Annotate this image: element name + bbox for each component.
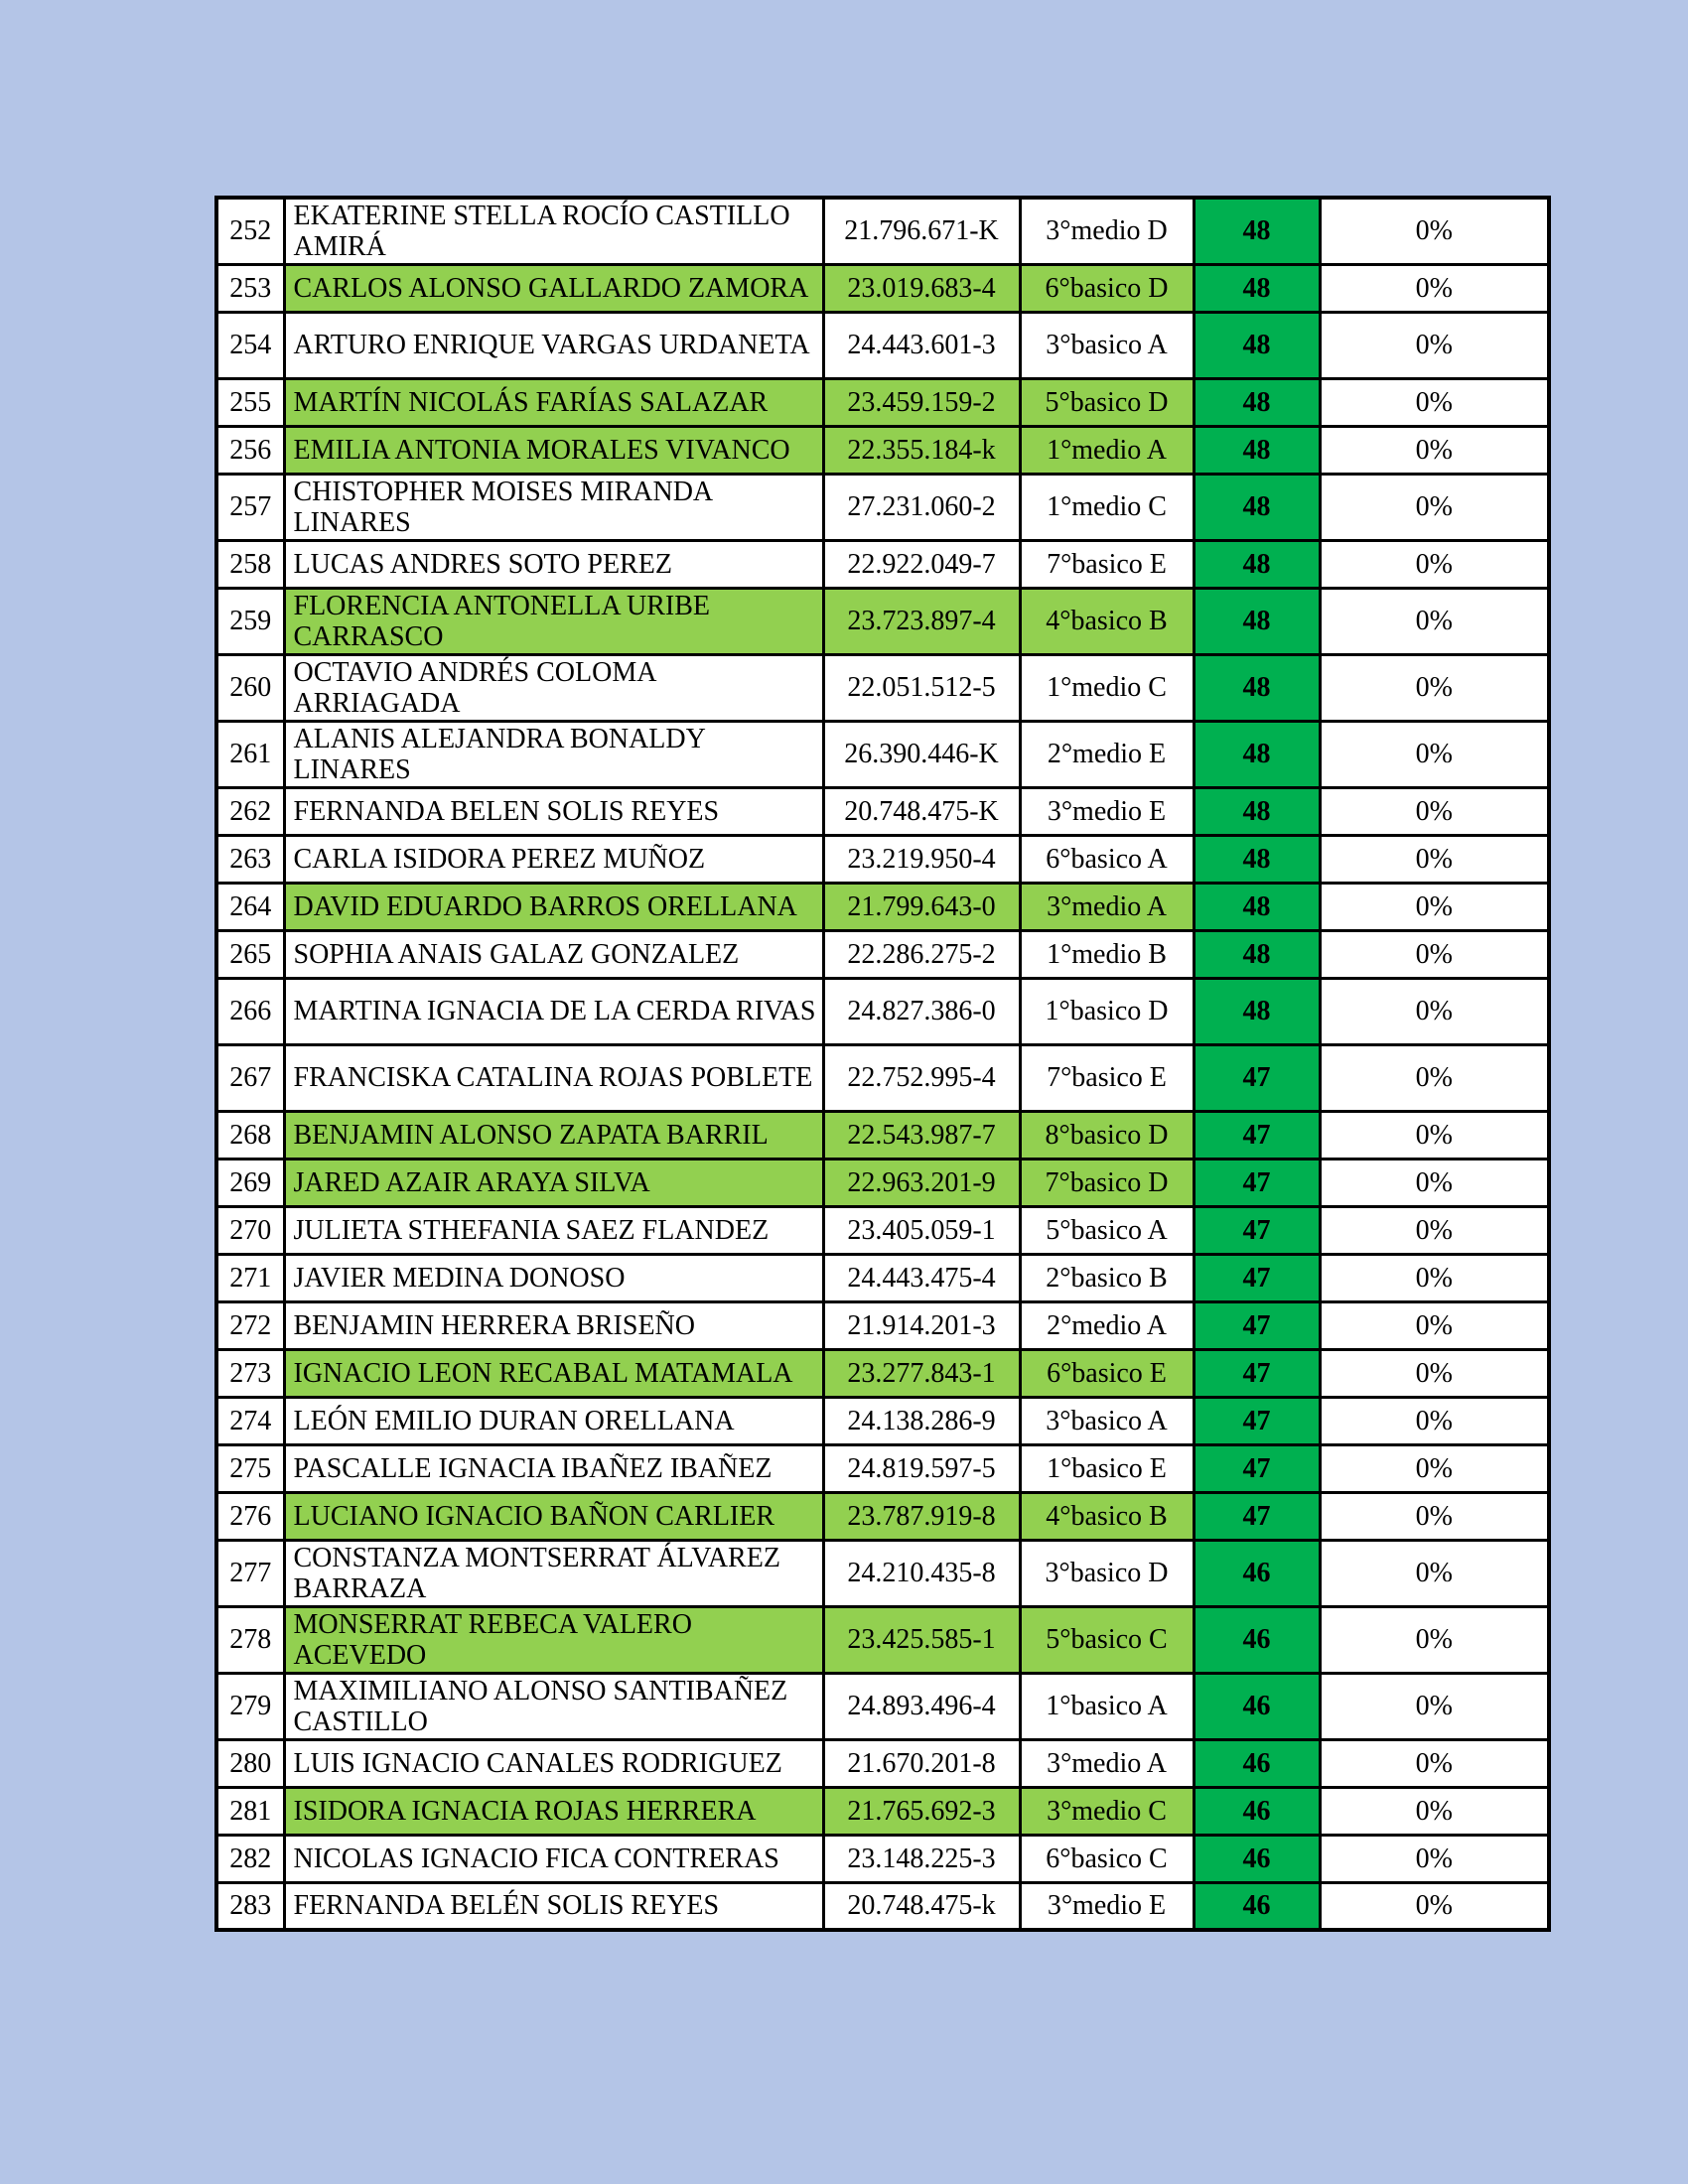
student-name: FERNANDA BELEN SOLIS REYES (284, 787, 823, 835)
student-name: MAXIMILIANO ALONSO SANTIBAÑEZ CASTILLO (284, 1673, 823, 1739)
student-rut: 21.670.201-8 (823, 1739, 1020, 1787)
student-percentage: 0% (1320, 1787, 1549, 1835)
student-rut: 22.051.512-5 (823, 654, 1020, 721)
student-course: 2°medio A (1020, 1301, 1194, 1349)
student-score: 48 (1194, 264, 1320, 312)
student-score: 47 (1194, 1159, 1320, 1206)
student-score: 48 (1194, 883, 1320, 930)
row-number: 267 (216, 1044, 284, 1111)
row-number: 254 (216, 312, 284, 378)
student-score: 46 (1194, 1787, 1320, 1835)
student-name: FERNANDA BELÉN SOLIS REYES (284, 1882, 823, 1930)
student-name: MARTÍN NICOLÁS FARÍAS SALAZAR (284, 378, 823, 426)
results-table (214, 196, 1551, 1932)
results-table-body (216, 198, 1549, 1930)
student-name: LUCAS ANDRES SOTO PEREZ (284, 540, 823, 588)
row-number: 280 (216, 1739, 284, 1787)
student-score: 48 (1194, 654, 1320, 721)
student-course: 3°basico D (1020, 1540, 1194, 1606)
student-rut: 20.748.475-k (823, 1882, 1020, 1930)
student-rut: 24.443.475-4 (823, 1254, 1020, 1301)
student-percentage: 0% (1320, 1111, 1549, 1159)
student-score: 46 (1194, 1673, 1320, 1739)
student-percentage: 0% (1320, 540, 1549, 588)
table-row (216, 1882, 1549, 1930)
student-percentage: 0% (1320, 930, 1549, 978)
student-course: 1°medio C (1020, 474, 1194, 540)
table-row (216, 474, 1549, 540)
student-percentage: 0% (1320, 1492, 1549, 1540)
row-number: 270 (216, 1206, 284, 1254)
student-rut: 24.893.496-4 (823, 1673, 1020, 1739)
student-rut: 23.723.897-4 (823, 588, 1020, 654)
student-rut: 22.355.184-k (823, 426, 1020, 474)
row-number: 262 (216, 787, 284, 835)
student-rut: 22.543.987-7 (823, 1111, 1020, 1159)
student-percentage: 0% (1320, 721, 1549, 787)
table-row (216, 1397, 1549, 1444)
student-name: LEÓN EMILIO DURAN ORELLANA (284, 1397, 823, 1444)
student-rut: 23.219.950-4 (823, 835, 1020, 883)
student-score: 48 (1194, 787, 1320, 835)
student-course: 1°medio B (1020, 930, 1194, 978)
student-percentage: 0% (1320, 1044, 1549, 1111)
student-score: 48 (1194, 378, 1320, 426)
student-percentage: 0% (1320, 1835, 1549, 1882)
table-row (216, 1349, 1549, 1397)
student-percentage: 0% (1320, 654, 1549, 721)
student-rut: 23.459.159-2 (823, 378, 1020, 426)
table-row (216, 1254, 1549, 1301)
student-course: 6°basico D (1020, 264, 1194, 312)
student-course: 3°medio E (1020, 1882, 1194, 1930)
row-number: 274 (216, 1397, 284, 1444)
student-percentage: 0% (1320, 1159, 1549, 1206)
student-name: BENJAMIN HERRERA BRISEÑO (284, 1301, 823, 1349)
student-course: 7°basico E (1020, 540, 1194, 588)
student-rut: 22.963.201-9 (823, 1159, 1020, 1206)
student-course: 1°basico A (1020, 1673, 1194, 1739)
table-row (216, 654, 1549, 721)
table-row (216, 1673, 1549, 1739)
student-score: 48 (1194, 835, 1320, 883)
student-score: 48 (1194, 930, 1320, 978)
row-number: 272 (216, 1301, 284, 1349)
student-score: 48 (1194, 312, 1320, 378)
student-course: 1°medio A (1020, 426, 1194, 474)
student-course: 5°basico A (1020, 1206, 1194, 1254)
student-score: 46 (1194, 1606, 1320, 1673)
student-name: IGNACIO LEON RECABAL MATAMALA (284, 1349, 823, 1397)
student-rut: 21.799.643-0 (823, 883, 1020, 930)
student-course: 6°basico C (1020, 1835, 1194, 1882)
student-course: 3°medio D (1020, 198, 1194, 264)
row-number: 258 (216, 540, 284, 588)
student-percentage: 0% (1320, 1397, 1549, 1444)
student-percentage: 0% (1320, 1254, 1549, 1301)
student-name: EMILIA ANTONIA MORALES VIVANCO (284, 426, 823, 474)
table-row (216, 1044, 1549, 1111)
row-number: 265 (216, 930, 284, 978)
table-row (216, 883, 1549, 930)
student-rut: 22.922.049-7 (823, 540, 1020, 588)
student-name: CHISTOPHER MOISES MIRANDA LINARES (284, 474, 823, 540)
student-percentage: 0% (1320, 312, 1549, 378)
row-number: 259 (216, 588, 284, 654)
student-rut: 26.390.446-K (823, 721, 1020, 787)
table-row (216, 1206, 1549, 1254)
student-name: JULIETA STHEFANIA SAEZ FLANDEZ (284, 1206, 823, 1254)
row-number: 253 (216, 264, 284, 312)
table-row (216, 1492, 1549, 1540)
student-name: MONSERRAT REBECA VALERO ACEVEDO (284, 1606, 823, 1673)
student-score: 47 (1194, 1349, 1320, 1397)
student-rut: 24.210.435-8 (823, 1540, 1020, 1606)
table-row (216, 1301, 1549, 1349)
table-row (216, 721, 1549, 787)
student-percentage: 0% (1320, 1673, 1549, 1739)
student-score: 46 (1194, 1540, 1320, 1606)
student-percentage: 0% (1320, 1606, 1549, 1673)
student-rut: 23.405.059-1 (823, 1206, 1020, 1254)
row-number: 261 (216, 721, 284, 787)
student-score: 46 (1194, 1835, 1320, 1882)
student-percentage: 0% (1320, 1301, 1549, 1349)
student-rut: 23.019.683-4 (823, 264, 1020, 312)
row-number: 273 (216, 1349, 284, 1397)
student-course: 2°basico B (1020, 1254, 1194, 1301)
student-rut: 27.231.060-2 (823, 474, 1020, 540)
student-name: CARLOS ALONSO GALLARDO ZAMORA (284, 264, 823, 312)
row-number: 268 (216, 1111, 284, 1159)
student-rut: 23.148.225-3 (823, 1835, 1020, 1882)
student-course: 4°basico B (1020, 588, 1194, 654)
row-number: 255 (216, 378, 284, 426)
student-score: 47 (1194, 1444, 1320, 1492)
student-score: 47 (1194, 1301, 1320, 1349)
table-row (216, 426, 1549, 474)
table-row (216, 198, 1549, 264)
table-row (216, 1111, 1549, 1159)
student-percentage: 0% (1320, 883, 1549, 930)
student-score: 47 (1194, 1492, 1320, 1540)
student-score: 48 (1194, 474, 1320, 540)
student-course: 1°medio C (1020, 654, 1194, 721)
student-course: 3°medio A (1020, 1739, 1194, 1787)
table-row (216, 1739, 1549, 1787)
student-score: 48 (1194, 426, 1320, 474)
student-name: JARED AZAIR ARAYA SILVA (284, 1159, 823, 1206)
student-course: 5°basico D (1020, 378, 1194, 426)
student-rut: 23.787.919-8 (823, 1492, 1020, 1540)
student-course: 5°basico C (1020, 1606, 1194, 1673)
row-number: 271 (216, 1254, 284, 1301)
student-score: 48 (1194, 198, 1320, 264)
student-course: 6°basico A (1020, 835, 1194, 883)
student-percentage: 0% (1320, 787, 1549, 835)
student-percentage: 0% (1320, 1206, 1549, 1254)
student-name: CONSTANZA MONTSERRAT ÁLVAREZ BARRAZA (284, 1540, 823, 1606)
student-name: FLORENCIA ANTONELLA URIBE CARRASCO (284, 588, 823, 654)
table-row (216, 540, 1549, 588)
table-row (216, 1835, 1549, 1882)
student-course: 3°basico A (1020, 312, 1194, 378)
row-number: 283 (216, 1882, 284, 1930)
student-percentage: 0% (1320, 978, 1549, 1044)
row-number: 264 (216, 883, 284, 930)
student-course: 1°basico D (1020, 978, 1194, 1044)
student-percentage: 0% (1320, 1540, 1549, 1606)
row-number: 269 (216, 1159, 284, 1206)
student-course: 8°basico D (1020, 1111, 1194, 1159)
table-row (216, 264, 1549, 312)
student-name: PASCALLE IGNACIA IBAÑEZ IBAÑEZ (284, 1444, 823, 1492)
student-course: 1°basico E (1020, 1444, 1194, 1492)
student-percentage: 0% (1320, 1739, 1549, 1787)
student-rut: 23.425.585-1 (823, 1606, 1020, 1673)
student-rut: 24.443.601-3 (823, 312, 1020, 378)
student-score: 48 (1194, 588, 1320, 654)
student-rut: 24.819.597-5 (823, 1444, 1020, 1492)
student-name: DAVID EDUARDO BARROS ORELLANA (284, 883, 823, 930)
student-course: 3°medio C (1020, 1787, 1194, 1835)
student-score: 47 (1194, 1206, 1320, 1254)
table-row (216, 930, 1549, 978)
row-number: 260 (216, 654, 284, 721)
row-number: 276 (216, 1492, 284, 1540)
student-course: 7°basico D (1020, 1159, 1194, 1206)
row-number: 257 (216, 474, 284, 540)
student-name: BENJAMIN ALONSO ZAPATA BARRIL (284, 1111, 823, 1159)
student-percentage: 0% (1320, 1349, 1549, 1397)
student-rut: 24.138.286-9 (823, 1397, 1020, 1444)
student-score: 48 (1194, 978, 1320, 1044)
student-percentage: 0% (1320, 588, 1549, 654)
student-course: 3°medio E (1020, 787, 1194, 835)
student-name: OCTAVIO ANDRÉS COLOMA ARRIAGADA (284, 654, 823, 721)
student-percentage: 0% (1320, 378, 1549, 426)
table-row (216, 787, 1549, 835)
row-number: 282 (216, 1835, 284, 1882)
student-rut: 21.765.692-3 (823, 1787, 1020, 1835)
row-number: 252 (216, 198, 284, 264)
student-name: MARTINA IGNACIA DE LA CERDA RIVAS (284, 978, 823, 1044)
student-rut: 21.796.671-K (823, 198, 1020, 264)
student-percentage: 0% (1320, 1444, 1549, 1492)
student-course: 4°basico B (1020, 1492, 1194, 1540)
student-name: ALANIS ALEJANDRA BONALDY LINARES (284, 721, 823, 787)
student-rut: 22.752.995-4 (823, 1044, 1020, 1111)
student-rut: 23.277.843-1 (823, 1349, 1020, 1397)
student-course: 6°basico E (1020, 1349, 1194, 1397)
row-number: 281 (216, 1787, 284, 1835)
row-number: 256 (216, 426, 284, 474)
table-row (216, 312, 1549, 378)
row-number: 266 (216, 978, 284, 1044)
student-name: ISIDORA IGNACIA ROJAS HERRERA (284, 1787, 823, 1835)
table-row (216, 378, 1549, 426)
student-name: FRANCISKA CATALINA ROJAS POBLETE (284, 1044, 823, 1111)
table-row (216, 978, 1549, 1044)
student-score: 47 (1194, 1111, 1320, 1159)
table-row (216, 835, 1549, 883)
student-percentage: 0% (1320, 426, 1549, 474)
table-row (216, 1540, 1549, 1606)
student-rut: 21.914.201-3 (823, 1301, 1020, 1349)
student-name: SOPHIA ANAIS GALAZ GONZALEZ (284, 930, 823, 978)
student-course: 2°medio E (1020, 721, 1194, 787)
student-score: 48 (1194, 540, 1320, 588)
student-score: 47 (1194, 1397, 1320, 1444)
row-number: 279 (216, 1673, 284, 1739)
student-rut: 22.286.275-2 (823, 930, 1020, 978)
student-name: EKATERINE STELLA ROCÍO CASTILLO AMIRÁ (284, 198, 823, 264)
student-score: 46 (1194, 1882, 1320, 1930)
student-percentage: 0% (1320, 835, 1549, 883)
row-number: 275 (216, 1444, 284, 1492)
table-row (216, 1444, 1549, 1492)
student-score: 47 (1194, 1254, 1320, 1301)
student-name: ARTURO ENRIQUE VARGAS URDANETA (284, 312, 823, 378)
row-number: 278 (216, 1606, 284, 1673)
student-rut: 24.827.386-0 (823, 978, 1020, 1044)
student-course: 3°basico A (1020, 1397, 1194, 1444)
table-row (216, 1787, 1549, 1835)
student-percentage: 0% (1320, 474, 1549, 540)
row-number: 277 (216, 1540, 284, 1606)
student-name: CARLA ISIDORA PEREZ MUÑOZ (284, 835, 823, 883)
student-score: 48 (1194, 721, 1320, 787)
table-row (216, 1606, 1549, 1673)
student-name: JAVIER MEDINA DONOSO (284, 1254, 823, 1301)
student-percentage: 0% (1320, 198, 1549, 264)
student-rut: 20.748.475-K (823, 787, 1020, 835)
student-name: NICOLAS IGNACIO FICA CONTRERAS (284, 1835, 823, 1882)
student-score: 46 (1194, 1739, 1320, 1787)
student-course: 7°basico E (1020, 1044, 1194, 1111)
table-row (216, 1159, 1549, 1206)
student-percentage: 0% (1320, 264, 1549, 312)
student-score: 47 (1194, 1044, 1320, 1111)
student-course: 3°medio A (1020, 883, 1194, 930)
table-row (216, 588, 1549, 654)
student-name: LUCIANO IGNACIO BAÑON CARLIER (284, 1492, 823, 1540)
row-number: 263 (216, 835, 284, 883)
student-name: LUIS IGNACIO CANALES RODRIGUEZ (284, 1739, 823, 1787)
student-percentage: 0% (1320, 1882, 1549, 1930)
